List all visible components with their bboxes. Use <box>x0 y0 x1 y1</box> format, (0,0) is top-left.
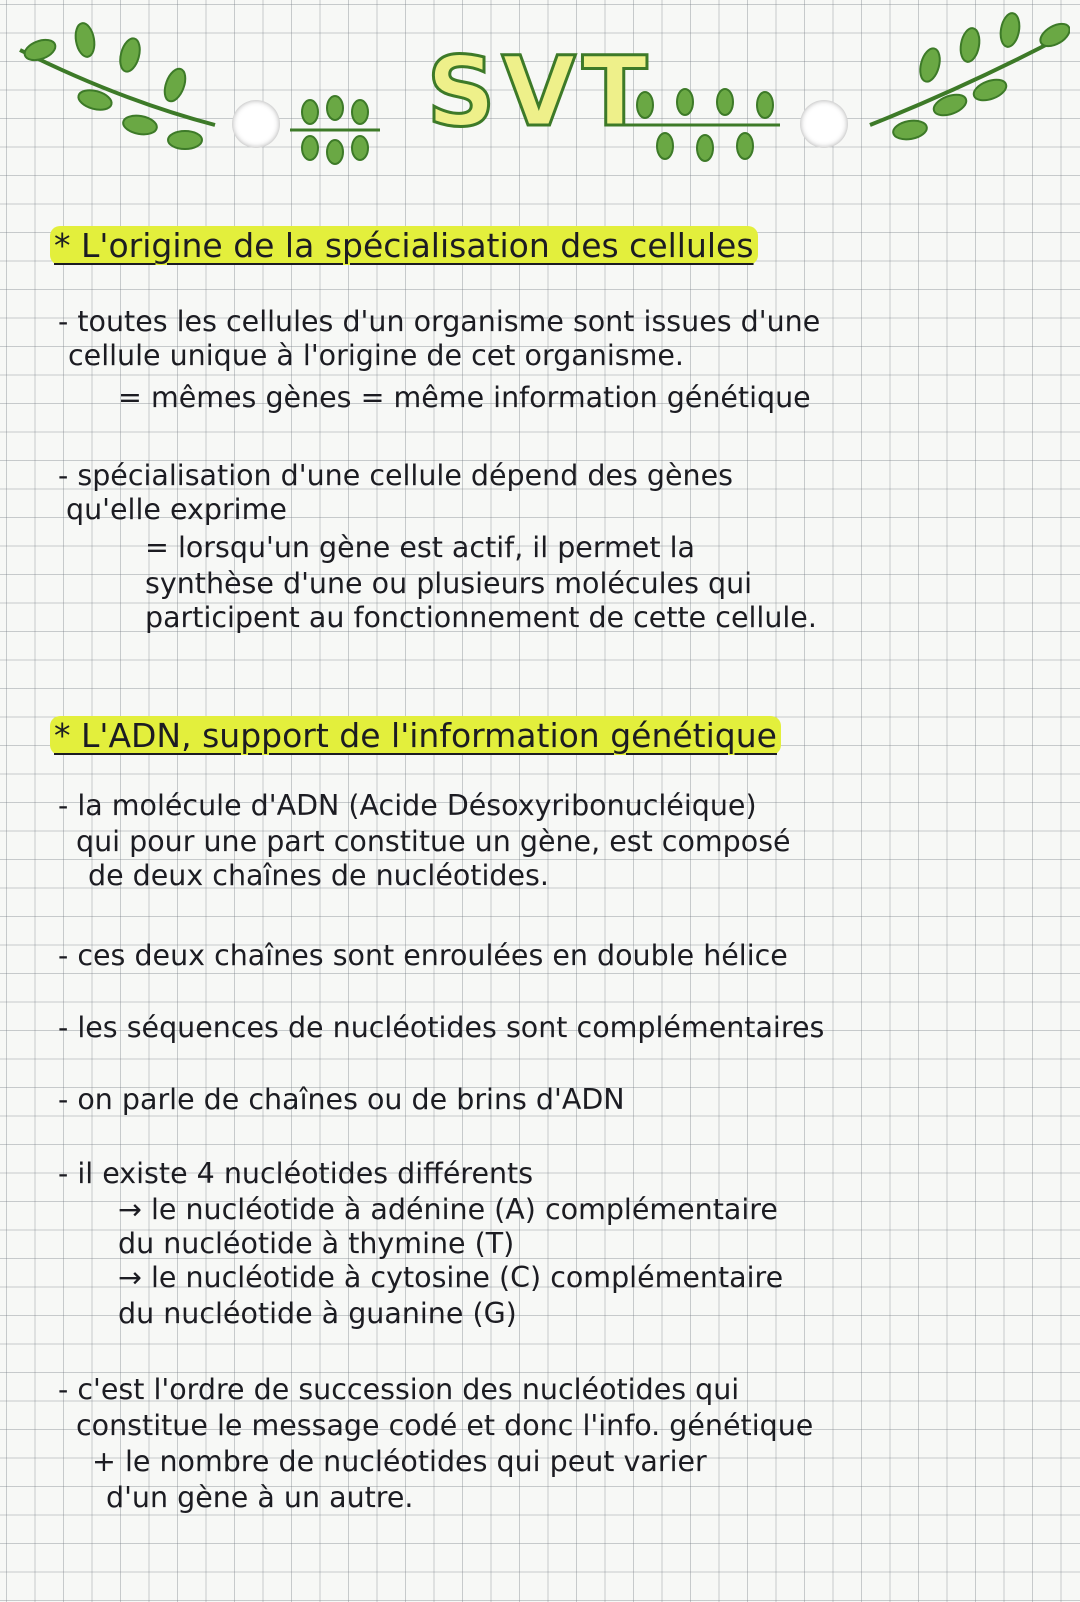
text-line: → le nucléotide à cytosine (C) complémentaire <box>118 1261 784 1294</box>
text-line: - toutes les cellules d'un organisme sont issues d'une <box>58 305 821 338</box>
text-line: - on parle de chaînes ou de brins d'ADN <box>58 1083 625 1116</box>
text-line: qui pour une part constitue un gène, est composé <box>76 825 791 858</box>
text-line: de deux chaînes de nucléotides. <box>88 859 549 892</box>
text-line: participent au fonctionnement de cette cellule. <box>145 601 817 634</box>
text-line: constitue le message codé et donc l'info. génétique <box>76 1409 814 1442</box>
text-line: - il existe 4 nucléotides différents <box>58 1157 534 1190</box>
header-decoration <box>0 0 1080 200</box>
text-line: - la molécule d'ADN (Acide Désoxyribonucléique) <box>58 789 757 822</box>
text-line: → le nucléotide à adénine (A) complémentaire <box>118 1193 778 1226</box>
text-line: - les séquences de nucléotides sont complémentaires <box>58 1011 825 1044</box>
text-line: qu'elle exprime <box>66 493 287 526</box>
section-heading: * L'origine de la spécialisation des cellules <box>50 226 758 265</box>
text-line: d'un gène à un autre. <box>106 1481 414 1514</box>
text-line: - ces deux chaînes sont enroulées en double hélice <box>58 939 788 972</box>
text-line: - c'est l'ordre de succession des nucléotides qui <box>58 1373 740 1406</box>
text-line: = mêmes gènes = même information génétique <box>118 381 811 414</box>
text-line: = lorsqu'un gène est actif, il permet la <box>145 531 695 564</box>
text-line: + le nombre de nucléotides qui peut varier <box>92 1445 707 1478</box>
section-heading: * L'ADN, support de l'information génétique <box>50 716 781 755</box>
text-line: synthèse d'une ou plusieurs molécules qui <box>145 567 753 600</box>
text-line: cellule unique à l'origine de cet organisme. <box>68 339 684 372</box>
text-line: du nucléotide à thymine (T) <box>118 1227 515 1260</box>
text-line: - spécialisation d'une cellule dépend des gènes <box>58 459 733 492</box>
text-line: du nucléotide à guanine (G) <box>118 1297 517 1330</box>
page-title: SVT <box>426 36 654 148</box>
